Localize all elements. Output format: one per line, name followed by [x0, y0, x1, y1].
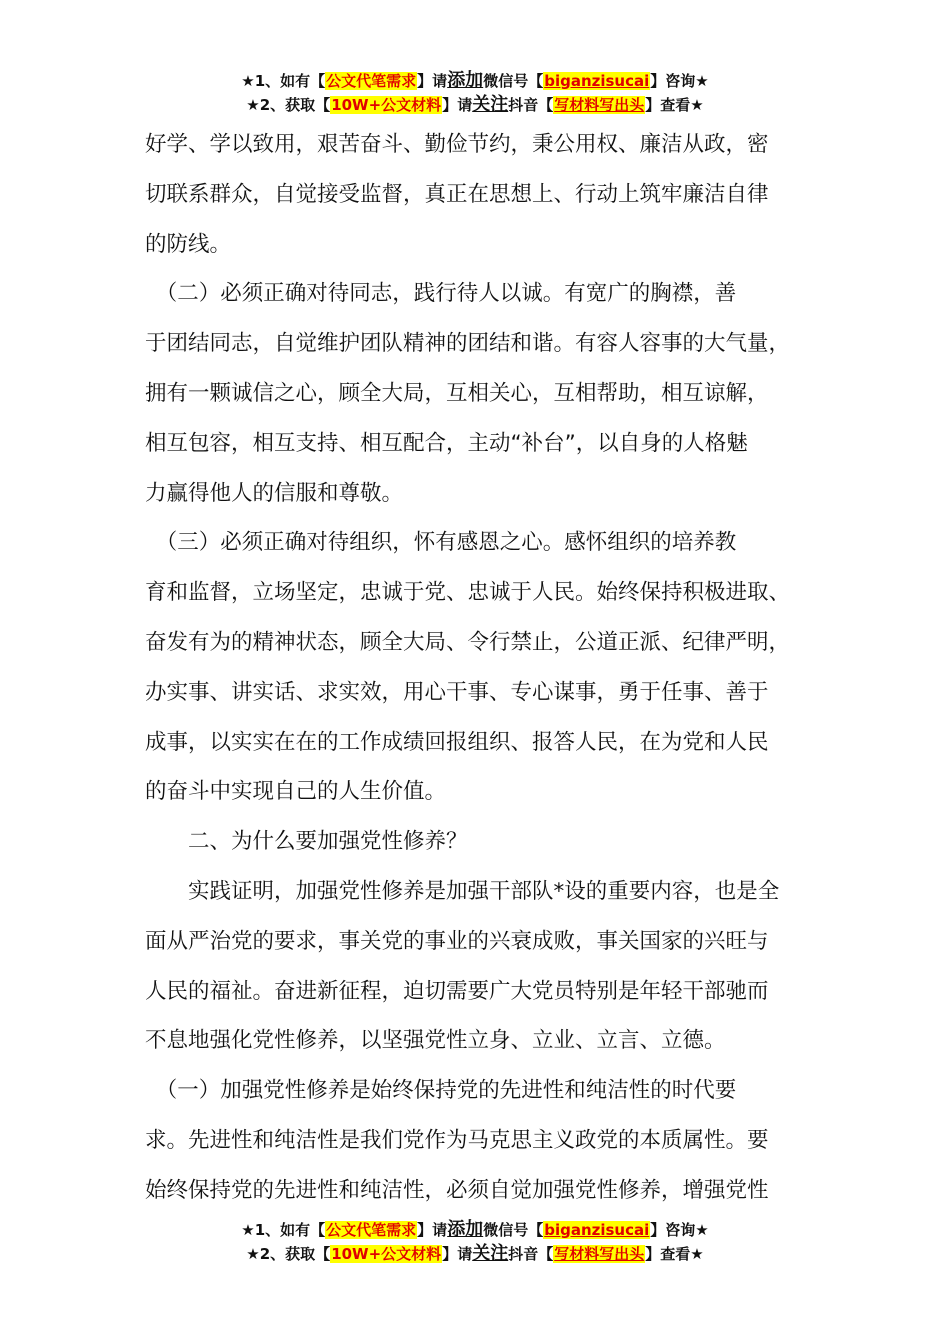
document-body	[145, 120, 845, 1216]
text-line: 切联系群众，自觉接受监督，真正在思想上、行动上筑牢廉洁自律	[145, 181, 769, 207]
text-line: 人民的福祉。奋进新征程，迫切需要广大党员特别是年轻干部驰而	[145, 978, 769, 1004]
text-line: 不息地强化党性修养，以坚强党性立身、立业、立言、立德。	[145, 1028, 726, 1054]
text-line: 成事，以实实在在的工作成绩回报组织、报答人民，在为党和人民	[145, 729, 769, 755]
text-line: 实践证明，加强党性修养是加强干部队*设的重要内容，也是全	[145, 878, 780, 904]
banner-line-2: ★2、获取【10W+公文材料】请关注抖音【写材料写出头】查看★	[246, 94, 704, 115]
text-line: 的防线。	[145, 231, 232, 257]
wechat-id: biganzisucai	[544, 72, 650, 90]
header-banner	[0, 69, 950, 117]
banner-line-2: ★2、获取【10W+公文材料】请关注抖音【写材料写出头】查看★	[246, 1243, 704, 1264]
text-line: 奋发有为的精神状态，顾全大局、令行禁止，公道正派、纪律严明，	[145, 629, 791, 655]
text-line: 面从严治党的要求，事关党的事业的兴衰成败，事关国家的兴旺与	[145, 928, 769, 954]
douyin-id: 写材料写出头	[554, 1245, 645, 1263]
text-line: 始终保持党的先进性和纯洁性，必须自觉加强党性修养，增强党性	[145, 1177, 769, 1203]
text-line: 力赢得他人的信服和尊敬。	[145, 480, 404, 506]
text-line: 的奋斗中实现自己的人生价值。	[145, 779, 447, 805]
text-line: 求。先进性和纯洁性是我们党作为马克思主义政党的本质属性。要	[145, 1127, 769, 1153]
banner-line-1: ★1、如有【公文代笔需求】请添加微信号【biganzisucai】咨询★	[241, 1219, 709, 1240]
text-line: 拥有一颗诚信之心，顾全大局，互相关心，互相帮助，相互谅解，	[145, 380, 769, 406]
banner-line-1: ★1、如有【公文代笔需求】请添加微信号【biganzisucai】咨询★	[241, 70, 709, 91]
text-line: （一）加强党性修养是始终保持党的先进性和纯洁性的时代要	[145, 1078, 737, 1104]
footer-banner	[0, 1218, 950, 1266]
text-line: 好学、学以致用，艰苦奋斗、勤俭节约，秉公用权、廉洁从政，密	[145, 132, 769, 157]
text-line: 于团结同志，自觉维护团队精神的团结和谐。有容人容事的大气量，	[145, 331, 791, 357]
text-line: 育和监督，立场坚定，忠诚于党、忠诚于人民。始终保持积极进取、	[145, 580, 791, 606]
douyin-id: 写材料写出头	[554, 96, 645, 114]
text-line: （三）必须正确对待组织，怀有感恩之心。感怀组织的培养教	[145, 530, 737, 556]
text-line: （二）必须正确对待同志，践行待人以诚。有宽广的胸襟，善	[145, 281, 737, 307]
text-line: 二、为什么要加强党性修养？	[145, 829, 468, 855]
wechat-id: biganzisucai	[544, 1221, 650, 1239]
text-line: 办实事、讲实话、求实效，用心干事、专心谋事，勇于任事、善于	[145, 679, 769, 705]
text-line: 相互包容，相互支持、相互配合，主动“补台”，以自身的人格魅	[145, 430, 748, 456]
